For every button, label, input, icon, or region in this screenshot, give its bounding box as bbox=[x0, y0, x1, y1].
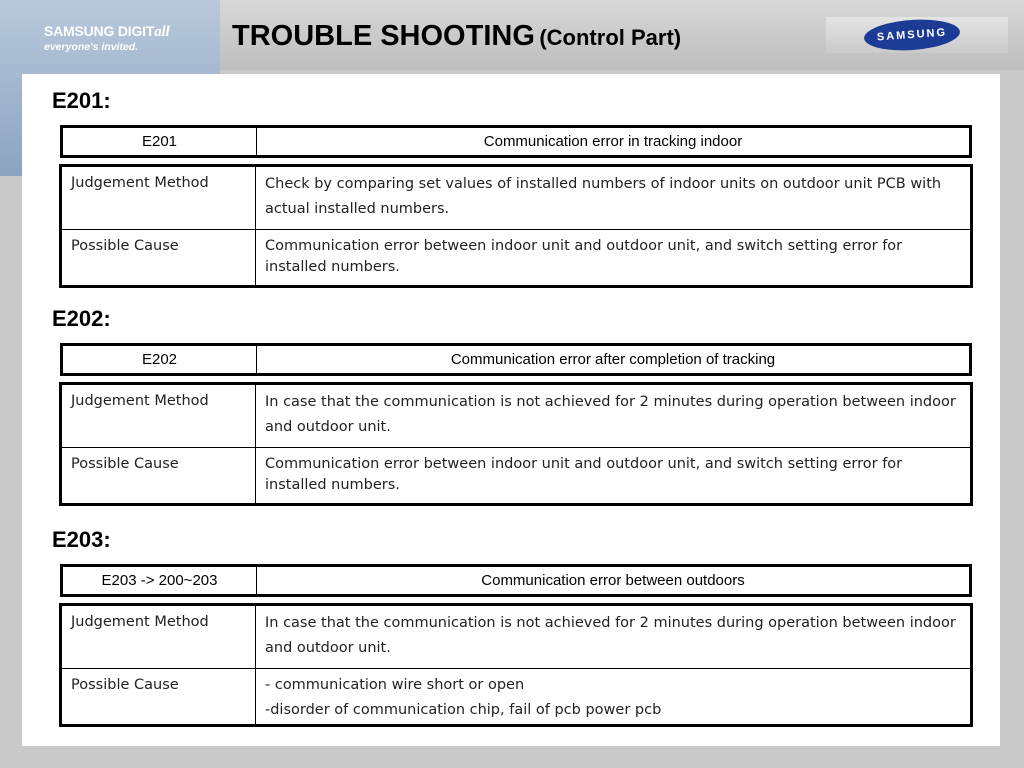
error-code: E201 bbox=[63, 128, 257, 155]
page-title bbox=[232, 20, 681, 53]
section-heading-e201: E201: bbox=[52, 88, 111, 113]
cause-line-1: - communication wire short or open bbox=[265, 677, 525, 693]
logo-text-all: all bbox=[154, 24, 170, 40]
judgement-text: Check by comparing set values of installed numbers of indoor units on outdoor unit PCB with actual installed numbers. bbox=[265, 176, 942, 217]
judgement-row bbox=[62, 606, 970, 668]
samsung-logo: SAMSUNG bbox=[863, 17, 961, 54]
judgement-text: In case that the communication is not achieved for 2 minutes during operation between indoor and outdoor unit. bbox=[265, 394, 956, 435]
title-main: TROUBLE SHOOTING bbox=[232, 20, 535, 52]
judgement-label: Judgement Method bbox=[62, 167, 256, 229]
cause-label: Possible Cause bbox=[62, 669, 256, 724]
section-heading-e203: E203: bbox=[52, 527, 111, 552]
logo-text-main: SAMSUNG DIGIT bbox=[44, 23, 155, 39]
cause-text: Communication error between indoor unit and outdoor unit, and switch setting error for installed numbers. bbox=[265, 238, 903, 275]
code-bar-e201 bbox=[60, 125, 972, 158]
cause-text bbox=[256, 669, 970, 724]
section-heading-e202: E202: bbox=[52, 306, 111, 331]
cause-text: Communication error between indoor unit and outdoor unit, and switch setting error for installed numbers. bbox=[265, 456, 903, 493]
detail-table-e201 bbox=[59, 164, 973, 288]
cause-row bbox=[62, 447, 970, 503]
title-sub: (Control Part) bbox=[539, 25, 682, 50]
detail-table-e202 bbox=[59, 382, 973, 506]
judgement-row bbox=[62, 385, 970, 447]
code-bar-e203 bbox=[60, 564, 972, 597]
error-description: Communication error after completion of tracking bbox=[450, 351, 776, 368]
judgement-label: Judgement Method bbox=[62, 606, 256, 668]
cause-row bbox=[62, 668, 970, 724]
samsung-brand-badge bbox=[826, 17, 1008, 53]
error-code: E203 -> 200~203 bbox=[63, 567, 257, 594]
code-bar-e202 bbox=[60, 343, 972, 376]
judgement-text: In case that the communication is not achieved for 2 minutes during operation between indoor and outdoor unit. bbox=[265, 615, 956, 656]
detail-table-e203 bbox=[59, 603, 973, 727]
cause-row bbox=[62, 229, 970, 285]
cause-label: Possible Cause bbox=[62, 230, 256, 285]
judgement-label: Judgement Method bbox=[62, 385, 256, 447]
error-description: Communication error in tracking indoor bbox=[483, 133, 743, 150]
error-description: Communication error between outdoors bbox=[481, 572, 745, 589]
cause-label: Possible Cause bbox=[62, 448, 256, 503]
error-code: E202 bbox=[63, 346, 257, 373]
logo-tagline: everyone's invited. bbox=[44, 41, 139, 53]
judgement-row bbox=[62, 167, 970, 229]
cause-line-2: -disorder of communication chip, fail of pcb power pcb bbox=[265, 702, 662, 718]
